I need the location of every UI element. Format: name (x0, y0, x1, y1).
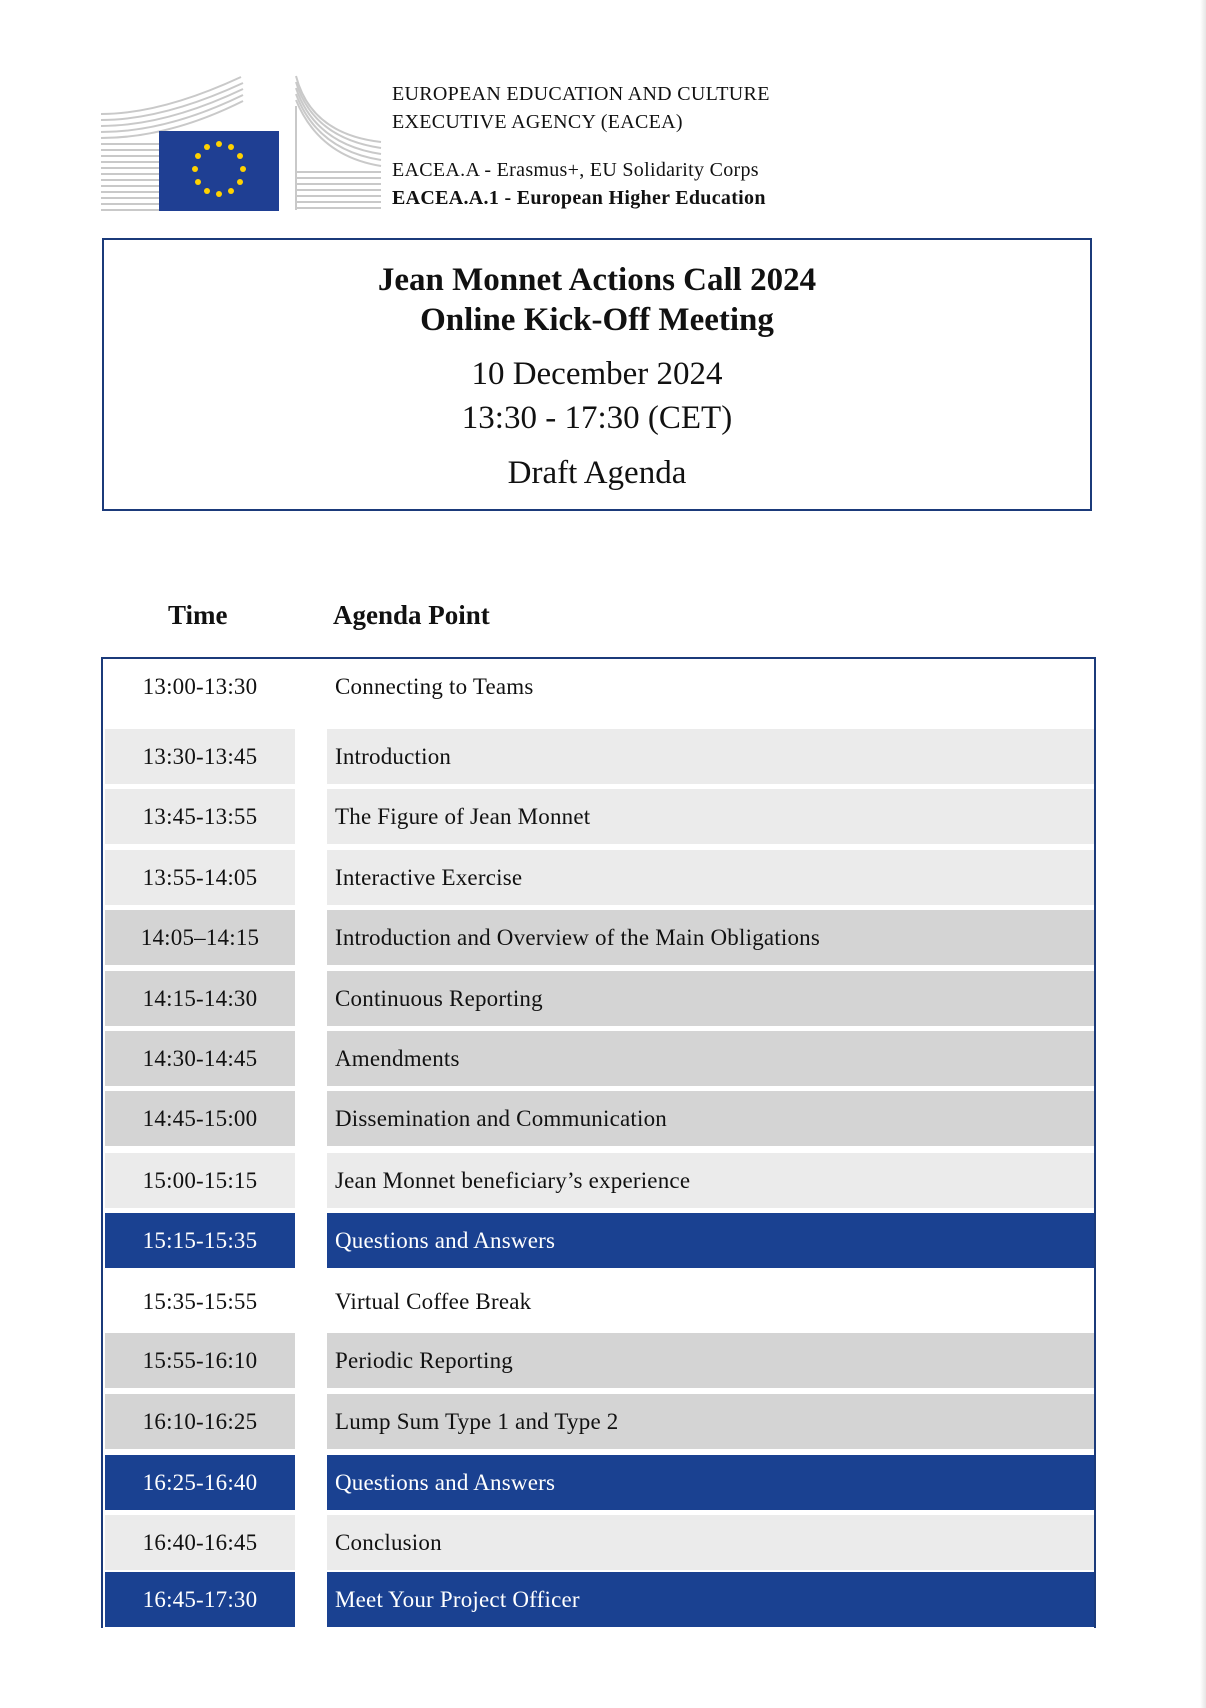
agenda-row (103, 1515, 1094, 1570)
agenda-point: Meet Your Project Officer (327, 1572, 1094, 1627)
agenda-time: 15:55-16:10 (105, 1333, 295, 1388)
agenda-time: 15:00-15:15 (105, 1153, 295, 1208)
event-title-box (102, 238, 1092, 511)
agenda-point: Questions and Answers (327, 1213, 1094, 1268)
agenda-point: Continuous Reporting (327, 971, 1094, 1026)
agenda-point: Periodic Reporting (327, 1333, 1094, 1388)
agenda-point: Amendments (327, 1031, 1094, 1086)
agenda-point: Jean Monnet beneficiary’s experience (327, 1153, 1094, 1208)
agenda-time: 14:05–14:15 (105, 910, 295, 965)
agenda-time: 14:45-15:00 (105, 1091, 295, 1146)
agenda-row (103, 1572, 1094, 1627)
column-header-agenda-point: Agenda Point (333, 600, 490, 630)
agenda-point: Dissemination and Communication (327, 1091, 1094, 1146)
agenda-row (103, 971, 1094, 1026)
agenda-row (103, 1031, 1094, 1086)
agenda-time: 13:00-13:30 (105, 659, 295, 714)
agency-block (392, 80, 770, 212)
agenda-point: Lump Sum Type 1 and Type 2 (327, 1394, 1094, 1449)
agenda-time: 15:15-15:35 (105, 1213, 295, 1268)
agenda-table (101, 657, 1096, 1628)
agenda-point: Questions and Answers (327, 1455, 1094, 1510)
agency-name-line1: EUROPEAN EDUCATION AND CULTURE (392, 83, 770, 105)
agenda-row (103, 1394, 1094, 1449)
agenda-time: 13:55-14:05 (105, 850, 295, 905)
event-title: Jean Monnet Actions Call 2024 (377, 262, 817, 298)
agenda-point: Introduction and Overview of the Main Obligations (327, 910, 1094, 965)
agenda-row (103, 1333, 1094, 1388)
agenda-point: Interactive Exercise (327, 850, 1094, 905)
agenda-time: 16:40-16:45 (105, 1515, 295, 1570)
page-edge-shadow (1200, 0, 1206, 1708)
event-time: 13:30 - 17:30 (CET) (461, 400, 733, 436)
agenda-point: Virtual Coffee Break (327, 1274, 1094, 1329)
agenda-point: Introduction (327, 729, 1094, 784)
agenda-time: 13:45-13:55 (105, 789, 295, 844)
agenda-row (103, 729, 1094, 784)
agenda-time: 13:30-13:45 (105, 729, 295, 784)
agenda-row (103, 850, 1094, 905)
agency-unit-line2: EACEA.A.1 - European Higher Education (392, 187, 766, 209)
event-subtitle: Online Kick-Off Meeting (420, 302, 774, 338)
column-header-time: Time (168, 600, 228, 630)
agenda-time: 15:35-15:55 (105, 1274, 295, 1329)
agenda-row (103, 1213, 1094, 1268)
agenda-time: 16:10-16:25 (105, 1394, 295, 1449)
agency-unit-line1: EACEA.A - Erasmus+, EU Solidarity Corps (392, 159, 759, 181)
agenda-row (103, 659, 1094, 714)
european-commission-logo-icon (101, 74, 391, 214)
agenda-time: 16:25-16:40 (105, 1455, 295, 1510)
agenda-point: Connecting to Teams (327, 659, 1094, 714)
agency-name-line2: EXECUTIVE AGENCY (EACEA) (392, 111, 683, 133)
agenda-point: Conclusion (327, 1515, 1094, 1570)
agenda-row (103, 1274, 1094, 1329)
agenda-row (103, 1153, 1094, 1208)
agenda-time: 14:30-14:45 (105, 1031, 295, 1086)
agenda-point: The Figure of Jean Monnet (327, 789, 1094, 844)
agenda-row (103, 910, 1094, 965)
event-date: 10 December 2024 (471, 356, 723, 392)
agenda-time: 16:45-17:30 (105, 1572, 295, 1627)
agenda-row (103, 1455, 1094, 1510)
agenda-row (103, 1091, 1094, 1146)
document-type: Draft Agenda (507, 455, 687, 491)
agenda-time: 14:15-14:30 (105, 971, 295, 1026)
agenda-row (103, 789, 1094, 844)
